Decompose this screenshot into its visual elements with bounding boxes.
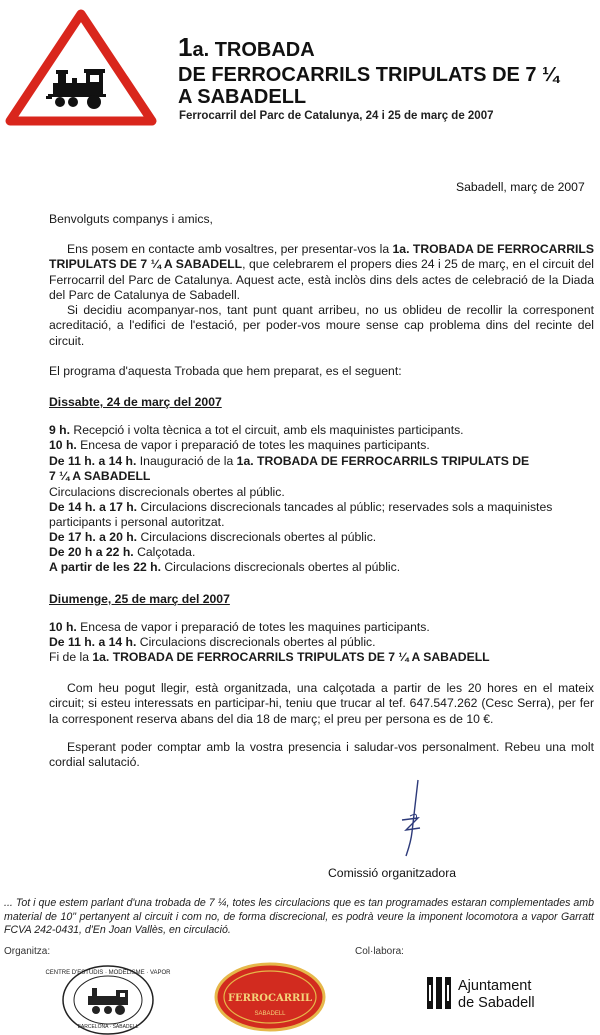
- accreditation-paragraph: Si decidiu acompanyar-nos, tant punt quant arribeu, no us oblideu de recollir la corresponent acreditació, a l'edifici de l'estació, per poder-vos moure sense cap problema dins del recinte del circuit.: [49, 303, 594, 348]
- schedule-item: Fi de la 1a. TROBADA DE FERROCARRILS TRIPULATS DE 7 ¼ A SABADELL: [49, 650, 490, 664]
- schedule-item: De 11 h. a 14 h. Inauguració de la 1a. TROBADA DE FERROCARRILS TRIPULATS DE: [49, 454, 530, 468]
- greeting: Benvolguts companys i amics,: [49, 212, 213, 226]
- signature-text: Comissió organitzadora: [328, 866, 457, 880]
- intro-paragraph: Ens posem en contacte amb vosaltres, per presentar-vos la 1a. TROBADA DE FERROCARRILS TRIPULATS DE 7 ¼ A SABADELL, que celebrarem el propers dies 24 i 25 de març, en el circuit del Ferrocarril del Parc de Catalunya. Aquest acte, està inclòs dins dels actes de celebració de la Diada del Parc de Catalunya de Sabadell.: [49, 242, 595, 303]
- warning-sign-locomotive-icon: [6, 10, 156, 125]
- collabora-label: Col·labora:: [355, 946, 404, 957]
- schedule-item: De 11 h. a 14 h. Circulacions discrecionals obertes al públic.: [49, 635, 376, 649]
- railway-plate-subtext: SABADELL: [254, 1011, 286, 1017]
- schedule-item: 10 h. Encesa de vapor i preparació de totes les maquines participants.: [49, 620, 430, 634]
- schedule-item: 10 h. Encesa de vapor i preparació de totes les maquines participants.: [49, 438, 430, 452]
- club-seal-ring-text: CENTRE D'ESTUDIS · MODELISME · VAPOR: [45, 970, 171, 976]
- railway-plate-text: FERROCARRIL: [227, 993, 313, 1004]
- schedule-item: participants i personal autoritzat.: [49, 515, 225, 529]
- saturday-heading: Dissabte, 24 de març del 2007: [49, 395, 222, 409]
- handwritten-signature: [384, 776, 444, 858]
- dinner-paragraph: Com heu pogut llegir, està organitzada, una calçotada a partir de les 20 hores en el mateix circuit; si esteu interessats en participar-hi, teniu que trucar al tef. 647.547.262 (Cesc Serra), per fer la corresponent reserva abans del dia 18 de març; el preu per persona es de 10 €.: [49, 681, 594, 726]
- club-seal-bottom-text: BARCELONA · SABADELL: [77, 1024, 139, 1030]
- sunday-heading: Diumenge, 25 de març del 2007: [49, 592, 230, 606]
- schedule-item: A partir de les 22 h. Circulacions discrecionals obertes al públic.: [49, 560, 401, 574]
- program-intro: El programa d'aquesta Trobada que hem preparat, es el seguent:: [49, 364, 402, 378]
- schedule-item: 7 ¼ A SABADELL: [49, 469, 151, 483]
- footnote: ... Tot i que estem parlant d'una trobada de 7 ¼, totes les circulacions que es tan programades estaran complementades amb material de 10" pertanyent al circuit i com no, de forma discrecional, es podrà veure la imponent locomotora a vapor Garratt FCVA 242-0431, d'En Joan Vallès, en circulació.: [4, 897, 594, 936]
- schedule-item: De 17 h. a 20 h. Circulacions discrecionals obertes al públic.: [49, 530, 377, 544]
- schedule-item: Circulacions discrecionals obertes al públic.: [49, 485, 285, 499]
- club-seal-logo: [45, 952, 171, 1035]
- ajuntament-name: Ajuntament: [458, 978, 532, 994]
- header-title-line3: A SABADELL: [178, 86, 307, 108]
- schedule-item: De 14 h. a 17 h. Circulacions discrecionals tancades al públic; reservades sols a maquinistes: [49, 500, 553, 514]
- header-title-line1: 1a. TROBADA: [178, 32, 315, 62]
- closing-paragraph: Esperant poder comptar amb la vostra presencia i saludar-vos personalment. Rebeu una molt cordial salutació.: [49, 740, 594, 770]
- schedule-item: De 20 h a 22 h. Calçotada.: [49, 545, 196, 559]
- header-title-line2: DE FERROCARRILS TRIPULATS DE 7 ¼: [178, 64, 559, 86]
- header-subtitle: Ferrocarril del Parc de Catalunya, 24 i 25 de març de 2007: [179, 110, 494, 122]
- ajuntament-city: de Sabadell: [458, 995, 535, 1011]
- place-date: Sabadell, març de 2007: [456, 180, 585, 194]
- railway-plate-logo: [214, 962, 326, 1032]
- schedule-item: 9 h. Recepció i volta tècnica a tot el circuit, amb els maquinistes participants.: [49, 423, 464, 437]
- organitza-label: Organitza:: [4, 946, 51, 957]
- ajuntament-emblem-icon: [425, 975, 453, 1011]
